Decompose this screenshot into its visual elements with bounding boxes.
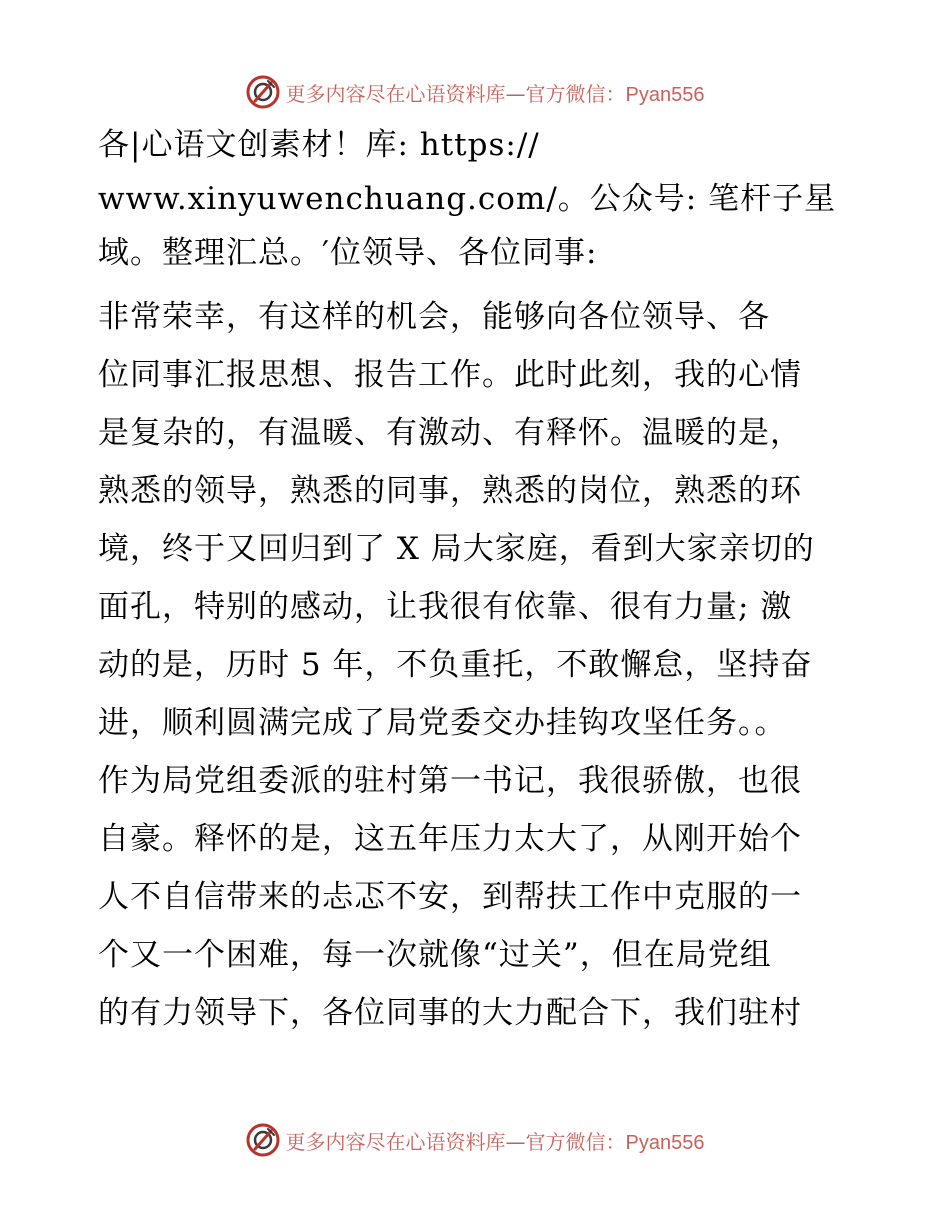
footer-banner-wechat-id: Pyan556: [625, 1131, 705, 1154]
body-line: 熟悉的领导，熟悉的同事，熟悉的岗位，熟悉的环: [98, 473, 802, 509]
header-banner-text: [286, 78, 705, 107]
footer-banner-separator: —: [505, 1129, 526, 1154]
footer-banner-text: [286, 1126, 705, 1155]
xinyu-logo-icon: [246, 75, 280, 109]
header-banner-official: 官方微信：: [525, 81, 626, 106]
body-line: 非常荣幸，有这样的机会，能够向各位领导、各: [98, 299, 770, 335]
intro-line: 域。整理汇总。′位领导、各位同事:: [98, 235, 598, 271]
header-banner-separator: —: [505, 81, 526, 106]
body-line: 作为局党组委派的驻村第一书记，我很骄傲，也很: [98, 763, 802, 799]
footer-banner-official: 官方微信：: [525, 1129, 626, 1154]
body-line: 境，终于又回归到了 X 局大家庭，看到大家亲切的: [98, 531, 815, 567]
body-line: 人不自信带来的忐忑不安，到帮扶工作中克服的一: [98, 879, 802, 915]
footer-banner-main: 更多内容尽在心语资料库: [285, 1129, 506, 1154]
header-banner-wechat-id: Pyan556: [625, 83, 705, 106]
footer-watermark-banner: [0, 1120, 950, 1160]
body-line: 是复杂的，有温暖、有激动、有释怀。温暖的是，: [98, 415, 802, 451]
body-line: 自豪。释怀的是，这五年压力太大了，从刚开始个: [98, 821, 802, 857]
body-line: 面孔，特别的感动，让我很有依靠、很有力量; 激: [98, 589, 793, 625]
body-line: 进，顺利圆满完成了局党委交办挂钩攻坚任务。。: [98, 705, 787, 741]
body-line: 的有力领导下，各位同事的大力配合下，我们驻村: [98, 995, 802, 1031]
body-line: 动的是，历时 5 年，不负重托，不敢懈怠，坚持奋: [98, 647, 813, 683]
intro-line: 各|心语文创素材！库: https://: [98, 127, 540, 163]
header-watermark-banner: [0, 72, 950, 112]
intro-line: www.xinyuwenchuang.com/。公众号: 笔杆子星: [98, 181, 837, 217]
body-paragraph: [98, 288, 858, 1042]
document-body: [98, 118, 858, 1042]
body-line: 个又一个困难，每一次就像“过关”，但在局党组: [98, 937, 772, 973]
xinyu-logo-icon: [246, 1123, 280, 1157]
header-banner-main: 更多内容尽在心语资料库: [285, 81, 506, 106]
intro-paragraph: [98, 118, 858, 280]
body-line: 位同事汇报思想、报告工作。此时此刻，我的心情: [98, 357, 802, 393]
